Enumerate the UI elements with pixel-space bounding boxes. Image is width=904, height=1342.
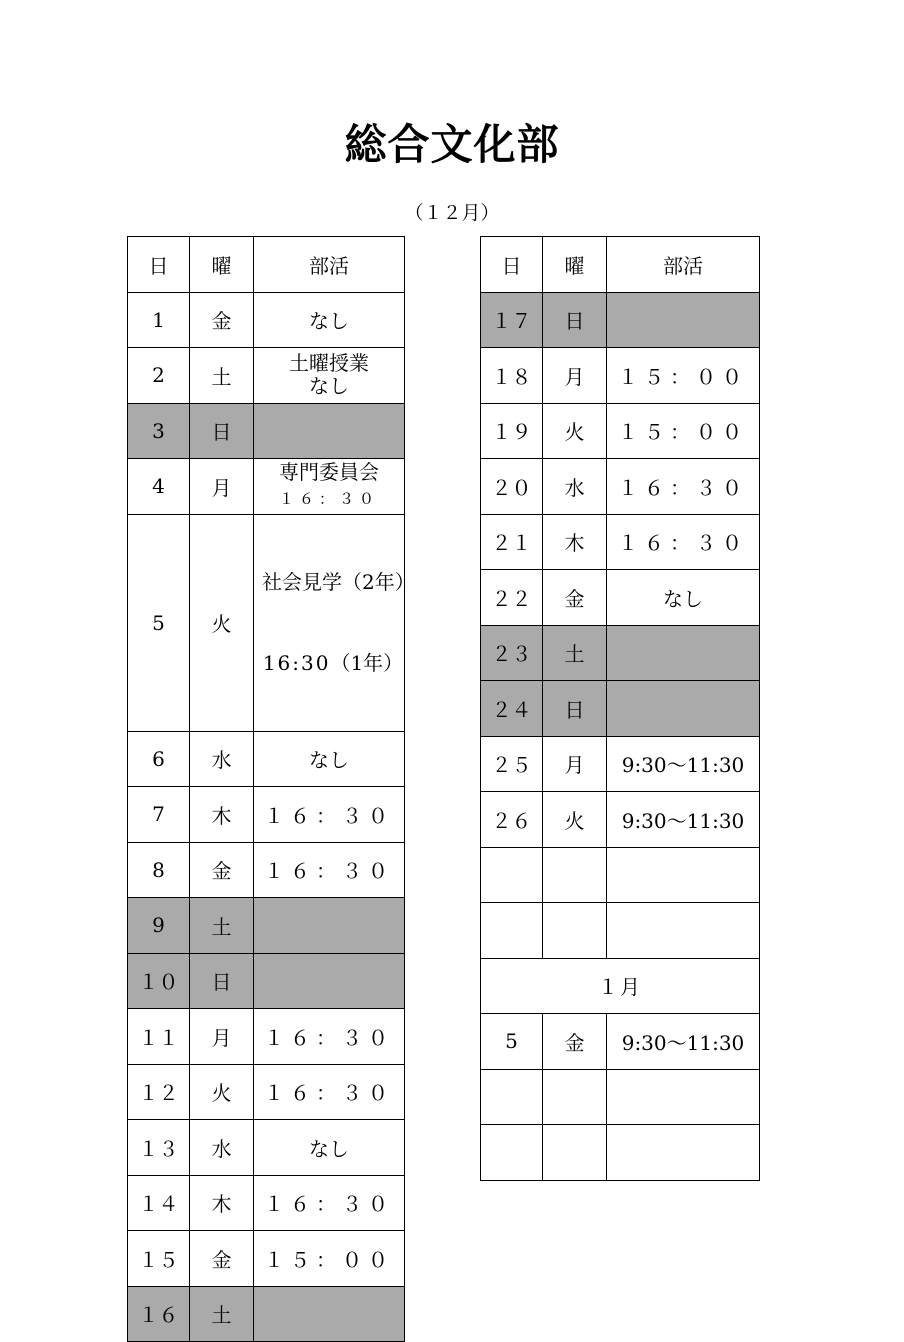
club-line-2: 16:30 bbox=[262, 650, 331, 675]
empty-row bbox=[481, 1069, 760, 1125]
table-row bbox=[481, 403, 760, 459]
january-label: １月 bbox=[481, 958, 760, 1014]
day-cell: １５ bbox=[128, 1231, 190, 1287]
day-cell: ２５ bbox=[481, 736, 543, 792]
day-cell: 8 bbox=[128, 842, 190, 898]
day-cell: １４ bbox=[128, 1175, 190, 1231]
club-cell bbox=[607, 625, 760, 681]
weekday-cell: 水 bbox=[190, 1120, 254, 1176]
table-row bbox=[128, 1175, 405, 1231]
day-cell: 9 bbox=[128, 898, 190, 954]
weekday-cell: 火 bbox=[543, 403, 607, 459]
club-line-2: １６：３０ bbox=[278, 490, 379, 509]
header-club: 部活 bbox=[254, 237, 405, 293]
club-cell bbox=[254, 403, 405, 459]
weekday-cell: 金 bbox=[190, 292, 254, 348]
club-cell bbox=[607, 681, 760, 737]
day-cell: ２０ bbox=[481, 459, 543, 515]
header-row bbox=[481, 237, 760, 293]
club-cell bbox=[254, 459, 405, 515]
table-row bbox=[128, 842, 405, 898]
weekday-cell: 水 bbox=[190, 731, 254, 787]
weekday-cell: 金 bbox=[543, 1014, 607, 1070]
day-cell: １１ bbox=[128, 1009, 190, 1065]
weekday-cell: 土 bbox=[190, 348, 254, 404]
table-row bbox=[481, 625, 760, 681]
empty-row bbox=[481, 847, 760, 903]
club-cell: １６：３０ bbox=[254, 1009, 405, 1065]
empty-cell bbox=[481, 847, 543, 903]
day-cell: 2 bbox=[128, 348, 190, 404]
weekday-cell: 日 bbox=[190, 403, 254, 459]
table-row bbox=[128, 403, 405, 459]
club-cell: １６：３０ bbox=[254, 1064, 405, 1120]
weekday-cell: 木 bbox=[543, 514, 607, 570]
club-line-1-note: （2年） bbox=[342, 569, 415, 594]
weekday-cell: 月 bbox=[543, 736, 607, 792]
table-row bbox=[481, 348, 760, 404]
day-cell: ２１ bbox=[481, 514, 543, 570]
club-cell: １６：３０ bbox=[607, 514, 760, 570]
header-club: 部活 bbox=[607, 237, 760, 293]
club-line-1: 専門委員会 bbox=[279, 460, 379, 485]
table-row bbox=[128, 1120, 405, 1176]
club-line-1: 土曜授業 bbox=[289, 351, 369, 376]
day-cell: 6 bbox=[128, 731, 190, 787]
day-cell: ２４ bbox=[481, 681, 543, 737]
club-cell: なし bbox=[254, 1120, 405, 1176]
header-row bbox=[128, 237, 405, 293]
header-weekday: 曜 bbox=[543, 237, 607, 293]
weekday-cell: 金 bbox=[543, 570, 607, 626]
day-cell: ２６ bbox=[481, 792, 543, 848]
empty-cell bbox=[607, 1125, 760, 1181]
empty-cell bbox=[607, 847, 760, 903]
january-header-row bbox=[481, 958, 760, 1014]
club-cell: １６：３０ bbox=[607, 459, 760, 515]
schedule-table-right bbox=[480, 236, 760, 1181]
club-cell bbox=[254, 348, 405, 404]
day-cell: 3 bbox=[128, 403, 190, 459]
table-row bbox=[481, 459, 760, 515]
weekday-cell: 土 bbox=[543, 625, 607, 681]
table-row bbox=[481, 570, 760, 626]
day-cell: １０ bbox=[128, 953, 190, 1009]
day-cell: １３ bbox=[128, 1120, 190, 1176]
weekday-cell: 月 bbox=[543, 348, 607, 404]
weekday-cell: 火 bbox=[190, 1064, 254, 1120]
club-cell: １５：００ bbox=[607, 348, 760, 404]
table-row bbox=[128, 1231, 405, 1287]
weekday-cell: 木 bbox=[190, 787, 254, 843]
header-weekday: 曜 bbox=[190, 237, 254, 293]
table-row bbox=[128, 514, 405, 731]
weekday-cell: 日 bbox=[190, 953, 254, 1009]
club-cell: １６：３０ bbox=[254, 842, 405, 898]
weekday-cell: 水 bbox=[543, 459, 607, 515]
day-cell: １９ bbox=[481, 403, 543, 459]
empty-cell bbox=[543, 903, 607, 959]
empty-cell bbox=[481, 1125, 543, 1181]
weekday-cell: 木 bbox=[190, 1175, 254, 1231]
table-row bbox=[481, 292, 760, 348]
empty-cell bbox=[543, 1125, 607, 1181]
weekday-cell: 月 bbox=[190, 459, 254, 515]
club-cell bbox=[254, 1286, 405, 1342]
day-cell: １２ bbox=[128, 1064, 190, 1120]
club-line-2: なし bbox=[309, 374, 349, 399]
club-cell: なし bbox=[607, 570, 760, 626]
table-row bbox=[128, 953, 405, 1009]
table-row bbox=[128, 292, 405, 348]
month-subtitle: （１２月） bbox=[404, 202, 500, 224]
weekday-cell: 金 bbox=[190, 842, 254, 898]
table-row bbox=[128, 898, 405, 954]
empty-row bbox=[481, 903, 760, 959]
table-row bbox=[128, 348, 405, 404]
day-cell: ２２ bbox=[481, 570, 543, 626]
schedule-table-left bbox=[127, 236, 415, 1342]
club-cell: 9:30～11:30 bbox=[607, 792, 760, 848]
club-cell: １６：３０ bbox=[254, 787, 405, 843]
header-day: 日 bbox=[481, 237, 543, 293]
club-cell: １５：００ bbox=[254, 1231, 405, 1287]
club-cell: なし bbox=[254, 731, 405, 787]
header-day: 日 bbox=[128, 237, 190, 293]
table-row bbox=[128, 1286, 405, 1342]
empty-cell bbox=[543, 1069, 607, 1125]
empty-cell bbox=[481, 903, 543, 959]
day-cell: １８ bbox=[481, 348, 543, 404]
weekday-cell: 土 bbox=[190, 1286, 254, 1342]
weekday-cell: 金 bbox=[190, 1231, 254, 1287]
table-row bbox=[481, 514, 760, 570]
club-line-2-note: （1年） bbox=[330, 650, 404, 675]
table-row bbox=[128, 731, 405, 787]
table-row bbox=[128, 787, 405, 843]
club-line-1: 社会見学 bbox=[262, 569, 342, 594]
weekday-cell: 土 bbox=[190, 898, 254, 954]
empty-cell bbox=[481, 1069, 543, 1125]
day-cell: 5 bbox=[481, 1014, 543, 1070]
table-row bbox=[481, 681, 760, 737]
page-title: 総合文化部 bbox=[344, 120, 560, 169]
table-row bbox=[481, 736, 760, 792]
day-cell: 5 bbox=[128, 514, 190, 731]
empty-cell bbox=[607, 1069, 760, 1125]
day-cell: １６ bbox=[128, 1286, 190, 1342]
club-cell: １５：００ bbox=[607, 403, 760, 459]
table-row bbox=[481, 792, 760, 848]
club-cell bbox=[254, 514, 415, 731]
day-cell: 7 bbox=[128, 787, 190, 843]
day-cell: １７ bbox=[481, 292, 543, 348]
weekday-cell: 月 bbox=[190, 1009, 254, 1065]
club-cell: １６：３０ bbox=[254, 1175, 405, 1231]
club-cell bbox=[254, 898, 405, 954]
table-row bbox=[128, 1064, 405, 1120]
club-cell: 9:30～11:30 bbox=[607, 736, 760, 792]
weekday-cell: 火 bbox=[543, 792, 607, 848]
table-row bbox=[128, 459, 405, 515]
weekday-cell: 日 bbox=[543, 292, 607, 348]
day-cell: 1 bbox=[128, 292, 190, 348]
day-cell: 4 bbox=[128, 459, 190, 515]
table-row bbox=[481, 1014, 760, 1070]
club-cell bbox=[607, 292, 760, 348]
club-cell bbox=[254, 953, 405, 1009]
empty-cell bbox=[543, 847, 607, 903]
club-cell: なし bbox=[254, 292, 405, 348]
weekday-cell: 火 bbox=[190, 514, 254, 731]
club-cell: 9:30～11:30 bbox=[607, 1014, 760, 1070]
empty-row bbox=[481, 1125, 760, 1181]
table-row bbox=[128, 1009, 405, 1065]
empty-cell bbox=[607, 903, 760, 959]
day-cell: ２３ bbox=[481, 625, 543, 681]
weekday-cell: 日 bbox=[543, 681, 607, 737]
